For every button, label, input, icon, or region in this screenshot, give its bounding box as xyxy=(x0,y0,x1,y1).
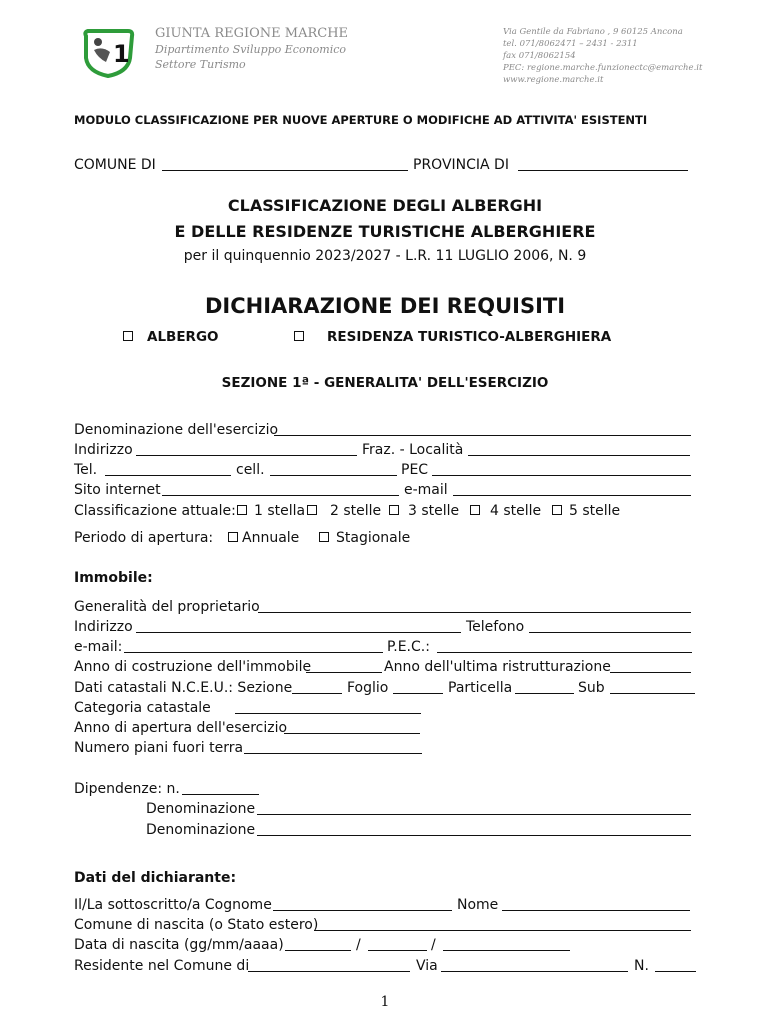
piani-label: Numero piani fuori terra xyxy=(74,740,244,756)
proprietario-label: Generalità del proprietario xyxy=(74,599,260,615)
sezione-field[interactable] xyxy=(292,693,342,694)
email-field[interactable] xyxy=(453,495,691,496)
imm-indirizzo-label: Indirizzo xyxy=(74,619,133,635)
residente-field[interactable] xyxy=(248,971,410,972)
annuale-label: Annuale xyxy=(242,530,300,546)
provincia-field[interactable] xyxy=(518,170,688,171)
stagionale-label: Stagionale xyxy=(336,530,411,546)
star3-label: 3 stelle xyxy=(408,503,460,519)
tel-label: Tel. xyxy=(74,462,98,478)
n-label: N. xyxy=(634,958,649,974)
contact-fax: fax 071/8062154 xyxy=(503,51,576,61)
dip-denominazione1-field[interactable] xyxy=(257,814,691,815)
page-number: 1 xyxy=(380,994,390,1010)
anno-apertura-field[interactable] xyxy=(284,733,420,734)
anno-ristrutturazione-label: Anno dell'ultima ristrutturazione xyxy=(384,659,611,675)
subtitle: per il quinquennio 2023/2027 - L.R. 11 LUGLIO 2006, N. 9 xyxy=(183,248,587,264)
particella-label: Particella xyxy=(448,680,513,696)
sito-label: Sito internet xyxy=(74,482,161,498)
anno-costruzione-field[interactable] xyxy=(306,672,382,673)
dichiarante-heading: Dati del dichiarante: xyxy=(74,870,237,886)
comune-nascita-label: Comune di nascita (o Stato estero) xyxy=(74,917,319,933)
data-giorno-field[interactable] xyxy=(285,950,351,951)
pec-label: PEC xyxy=(401,462,429,478)
sub-label: Sub xyxy=(578,680,605,696)
star2-checkbox[interactable] xyxy=(307,505,317,515)
comune-row xyxy=(0,155,770,175)
pec-field[interactable] xyxy=(432,475,691,476)
header-org: GIUNTA REGIONE MARCHE xyxy=(155,26,349,41)
via-label: Via xyxy=(416,958,438,974)
title-line1: CLASSIFICAZIONE DEGLI ALBERGHI xyxy=(227,196,543,215)
imm-email-label: e-mail: xyxy=(74,639,123,655)
slash-1: / xyxy=(356,937,361,953)
title-line2: E DELLE RESIDENZE TURISTICHE ALBERGHIERE xyxy=(174,222,596,241)
sub-field[interactable] xyxy=(610,693,695,694)
declaration-title: DICHIARAZIONE DEI REQUISITI xyxy=(204,294,566,318)
denominazione-field[interactable] xyxy=(274,435,691,436)
albergo-label: ALBERGO xyxy=(147,329,219,345)
star2-label: 2 stelle xyxy=(330,503,382,519)
periodo-label: Periodo di apertura: xyxy=(74,530,214,546)
comune-label: COMUNE DI xyxy=(74,157,156,173)
albergo-checkbox[interactable] xyxy=(123,331,133,341)
provincia-label: PROVINCIA DI xyxy=(413,157,509,173)
telefono-label: Telefono xyxy=(466,619,525,635)
anno-costruzione-label: Anno di costruzione dell'immobile xyxy=(74,659,312,675)
form-title: MODULO CLASSIFICAZIONE PER NUOVE APERTURE O MODIFICHE AD ATTIVITA' ESISTENTI xyxy=(74,113,648,127)
via-field[interactable] xyxy=(441,971,628,972)
nome-field[interactable] xyxy=(502,910,690,911)
section-title: SEZIONE 1ª - GENERALITA' DELL'ESERCIZIO xyxy=(221,375,549,391)
annuale-checkbox[interactable] xyxy=(228,532,238,542)
contact-pec: PEC: regione.marche.funzionectc@emarche.it xyxy=(503,63,703,73)
contact-web: www.regione.marche.it xyxy=(503,75,604,85)
imm-email-field[interactable] xyxy=(124,652,383,653)
catastali-label: Dati catastali N.C.E.U.: Sezione xyxy=(74,680,293,696)
contact-address: Via Gentile da Fabriano , 9 60125 Ancona xyxy=(503,27,683,37)
categoria-label: Categoria catastale xyxy=(74,700,211,716)
stagionale-checkbox[interactable] xyxy=(319,532,329,542)
comune-field[interactable] xyxy=(162,170,408,171)
dip-denominazione2-label: Denominazione xyxy=(146,822,256,838)
header-sector: Settore Turismo xyxy=(155,58,246,71)
residenza-checkbox[interactable] xyxy=(294,331,304,341)
residenza-label: RESIDENZA TURISTICO-ALBERGHIERA xyxy=(327,329,612,345)
sito-field[interactable] xyxy=(162,495,399,496)
periodo-row xyxy=(0,528,770,548)
classificazione-row xyxy=(0,501,770,521)
star1-checkbox[interactable] xyxy=(237,505,247,515)
star5-label: 5 stelle xyxy=(569,503,621,519)
contact-tel: tel. 071/8062471 – 2431 - 2311 xyxy=(503,39,638,49)
type-options xyxy=(0,327,770,347)
telefono-field[interactable] xyxy=(529,632,691,633)
fraz-label: Fraz. - Località xyxy=(362,442,464,458)
star4-checkbox[interactable] xyxy=(470,505,480,515)
foglio-label: Foglio xyxy=(347,680,389,696)
star3-checkbox[interactable] xyxy=(389,505,399,515)
region-logo xyxy=(80,28,136,78)
cell-field[interactable] xyxy=(270,475,397,476)
email-label: e-mail xyxy=(404,482,448,498)
imm-pec-label: P.E.C.: xyxy=(387,639,430,655)
imm-pec-field[interactable] xyxy=(437,652,692,653)
categoria-field[interactable] xyxy=(235,713,421,714)
dipendenze-field[interactable] xyxy=(182,794,259,795)
dip-denominazione2-field[interactable] xyxy=(257,835,691,836)
dip-denominazione1-label: Denominazione xyxy=(146,801,256,817)
data-anno-field[interactable] xyxy=(443,950,570,951)
cognome-field[interactable] xyxy=(273,910,452,911)
imm-indirizzo-field[interactable] xyxy=(136,632,461,633)
anno-apertura-label: Anno di apertura dell'esercizio xyxy=(74,720,288,736)
tel-field[interactable] xyxy=(105,475,231,476)
fraz-field[interactable] xyxy=(468,455,690,456)
classificazione-label: Classificazione attuale: xyxy=(74,503,236,519)
logo-digit: 1 xyxy=(113,40,130,68)
star1-label: 1 stella xyxy=(254,503,306,519)
comune-nascita-field[interactable] xyxy=(314,930,691,931)
slash-2: / xyxy=(431,937,436,953)
header-department: Dipartimento Sviluppo Economico xyxy=(155,43,347,56)
n-field[interactable] xyxy=(655,971,696,972)
cognome-label: Il/La sottoscritto/a Cognome xyxy=(74,897,272,913)
star5-checkbox[interactable] xyxy=(552,505,562,515)
indirizzo-field[interactable] xyxy=(136,455,357,456)
particella-field[interactable] xyxy=(515,693,574,694)
foglio-field[interactable] xyxy=(393,693,443,694)
denominazione-label: Denominazione dell'esercizio xyxy=(74,422,279,438)
anno-ristrutturazione-field[interactable] xyxy=(610,672,691,673)
data-nascita-label: Data di nascita (gg/mm/aaaa) xyxy=(74,937,284,953)
nome-label: Nome xyxy=(457,897,499,913)
immobile-heading: Immobile: xyxy=(74,570,153,586)
star4-label: 4 stelle xyxy=(490,503,542,519)
data-mese-field[interactable] xyxy=(368,950,427,951)
indirizzo-label: Indirizzo xyxy=(74,442,133,458)
residente-label: Residente nel Comune di xyxy=(74,958,250,974)
piani-field[interactable] xyxy=(244,753,422,754)
dipendenze-label: Dipendenze: n. xyxy=(74,781,180,797)
proprietario-field[interactable] xyxy=(258,612,691,613)
cell-label: cell. xyxy=(236,462,265,478)
